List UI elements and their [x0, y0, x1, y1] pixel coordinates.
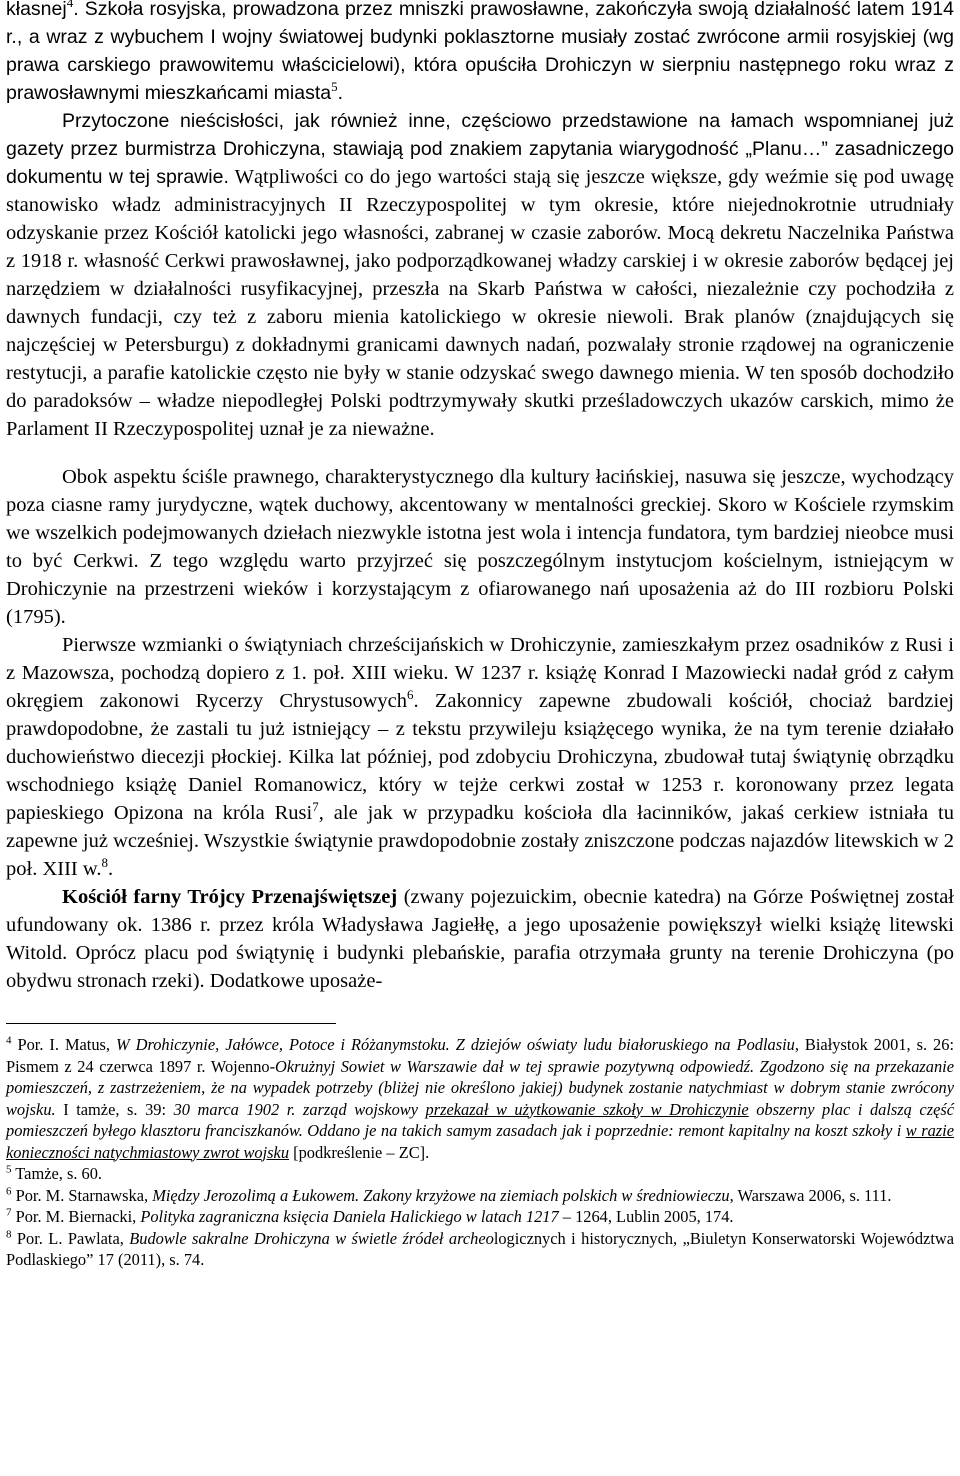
footnote-8: $^8$ Por. L. Pawlata, Budowle sakralne Drohiczyna w świetle źródeł archeologicznych i historycznych, „Biuletyn Konserwatorski Województwa Podlaskiego” 17 (2011), s. 74. — [6, 1228, 954, 1269]
footnote-6: $^6$ Por. M. Starnawska, Między Jerozolimą a Łukowem. Zakony krzyżowe na ziemiach polskich w średniowieczu, Warszawa 2006, s. 111. — [6, 1185, 892, 1205]
footnote-number: 5 — [6, 1163, 12, 1176]
paragraph-1-continued: Przytoczone nieścisłości, jak również inne, częściowo przedstawione na łamach wspomnianej już gazety przez burmistrza Drohiczyna, stawiają pod znakiem zapytania wiarygodność „Planu…” zasadniczego dokumentu w tej sprawie. Wątpliwości co do jego wartości stają się jeszcze większe, gdy weźmie się pod uwagę stanowisko władz administracyjnych II Rzeczypospolitej w tym okresie, które niejednokrotnie utrudniały odzyskanie przez Kościół katolicki jego własności, zabranej w czasie zaborów. Mocą dekretu Naczelnika Państwa z 1918 r. własność Cerkwi prawosławnej, jako podporządkowanej władzy carskiej i w okresie zaborów będącej jej narzędziem w działalności rusyfikacyjnej, przeszła na Skarb Państwa w całości, niezależnie czy pochodziła z dawnych fundacji, czy też z zaboru mienia katolickiego w okresie niewoli. Brak planów (znajdujących się najczęściej w Petersburgu) z dokładnymi granicami dawnych nadań, pozwalały stronie rządowej na ograniczenie restytucji, a parafie katolickie często nie były w stanie odzyskać swego dawnego mienia. W ten sposób dochodziło do paradoksów – władze niepodległej Polski podtrzymywały skutki prześladowczych ukazów carskich, mimo że Parlament II Rzeczypospolitej uznał je za nieważne. — [6, 110, 954, 440]
footnote-ref-8[interactable]: 8 — [101, 855, 108, 871]
section-heading-church: Kościół farny Trójcy Przenajświętszej — [62, 886, 398, 908]
footnote-number: 6 — [6, 1185, 12, 1198]
footnotes — [6, 1034, 954, 1271]
footnote-number: 8 — [6, 1228, 12, 1241]
footnote-5: $^5$ Tamże, s. 60. — [6, 1163, 102, 1183]
footnote-divider — [6, 1023, 336, 1024]
paragraph-1: kłasnej$^4$. Szkoła rosyjska, prowadzona przez mniszki prawosławne, zakończyła swoją działalność latem 1914 r., a wraz z wybuchem I wojny światowej budynki poklasztorne musiały zostać zwrócone armii rosyjskiej (wg prawa carskiego prawowitemu właścicielowi), która opuściła Drohiczyn w sierpniu następnego roku wraz z prawosławnymi mieszkańcami miasta$^5$. — [6, 0, 954, 107]
footnote-ref-7[interactable]: 7 — [312, 799, 319, 815]
footnote-ref-4[interactable]: 4 — [66, 0, 74, 11]
paragraph-3: Pierwsze wzmianki o świątyniach chrześcijańskich w Drohiczynie, zamieszkałym przez osadników z Rusi i z Mazowsza, pochodzą dopiero z 1. poł. XIII wieku. W 1237 r. książę Konrad I Mazowiecki nadał gród z całym okręgiem zakonowi Rycerzy Chrystusowych$^6$. Zakonnicy zapewne zbudowali kościół, chociaż bardziej prawdopodobne, że zastali tu już istniejący – z tekstu przywileju książęcego wynika, że na tym terenie działało duchowieństwo diecezji płockiej. Kilka lat później, pod zdobyciu Drohiczyna, zbudował tutaj świątynię obrządku wschodniego książę Daniel Romanowicz, który w tejże cerkwi został w 1253 r. koronowany przez legata papieskiego Opizona na króla Rusi$^7$, ale jak w przypadku kościoła dla łacinników, jakaś cerkiew istniała tu zapewne już wcześniej. Wszystkie świątynie prawdopodobnie zostały zniszczone podczas najazdów litewskich w 2 poł. XIII w.$^8$. — [6, 634, 954, 880]
paragraph-4: Kościół farny Trójcy Przenajświętszej (zwany pojezuickim, obecnie katedra) na Górze Poświętnej został ufundowany ok. 1386 r. przez króla Władysława Jagiełłę, a jego uposażenie powiększył wielki książę litewski Witold. Oprócz placu pod świątynię i budynki plebańskie, parafia otrzymała grunty na terenie Drohiczyna (po obydwu stronach rzeki). Dodatkowe uposaże- — [6, 886, 954, 992]
footnote-7: $^7$ Por. M. Biernacki, Polityka zagraniczna księcia Daniela Halickiego w latach 1217 – 1264, Lublin 2005, 174. — [6, 1206, 734, 1226]
footnote-number: 7 — [6, 1206, 12, 1219]
underlined-text: w razie konieczności natychmiastowy zwrot wojsku — [6, 1121, 955, 1162]
main-text — [6, 0, 954, 995]
footnote-4: $^4$ Por. I. Matus, W Drohiczynie, Jałówce, Potoce i Różanymstoku. Z dziejów oświaty ludu białoruskiego na Podlasiu, Białystok 2001, s. 26: Pismem z 24 czerwca 1897 r. Wojenno-Okrużnyj Sowiet w Warszawie dał w tej sprawie pozytywną odpowiedź. Zgodzono się na przekazanie pomieszczeń, z zastrzeżeniem, że na wypadek potrzeby (bliżej nie określono jakiej) budynek zostanie natychmiast w dobrym stanie zwrócony wojsku. I tamże, s. 39: 30 marca 1902 r. zarząd wojskowy przekazał w użytkowanie szkoły w Drohiczynie obszerny plac i dalszą część pomieszczeń byłego klasztoru franciszkanów. Oddano je na takich samym zasadach jak i poprzednie: remont kapitalny na koszt szkoły i w razie konieczności natychmiastowy zwrot wojsku [podkreślenie – ZC]. — [6, 1034, 955, 1162]
underlined-text: przekazał w użytkowanie szkoły w Drohiczynie — [425, 1099, 749, 1119]
footnote-ref-5[interactable]: 5 — [331, 79, 338, 95]
footnote-ref-6[interactable]: 6 — [406, 687, 414, 703]
paragraph-2: Obok aspektu ściśle prawnego, charakterystycznego dla kultury łacińskiej, nasuwa się jeszcze, wychodzący poza ciasne ramy jurydyczne, wątek duchowy, akcentowany w mentalności greckiej. Skoro w Kościele rzymskim we wszelkich podejmowanych dziełach niezwykle istotna jest wola i intencja fundatora, tym bardziej nieobce musi to być Cerkwi. Z tego względu warto przyjrzeć się poszczególnym instytucjom kościelnym, istniejącym w Drohiczynie na przestrzeni wieków i korzystającym z ofiarowanego nań uposażenia aż do III rozbioru Polski (1795). — [6, 466, 954, 628]
footnote-number: 4 — [6, 1034, 12, 1047]
